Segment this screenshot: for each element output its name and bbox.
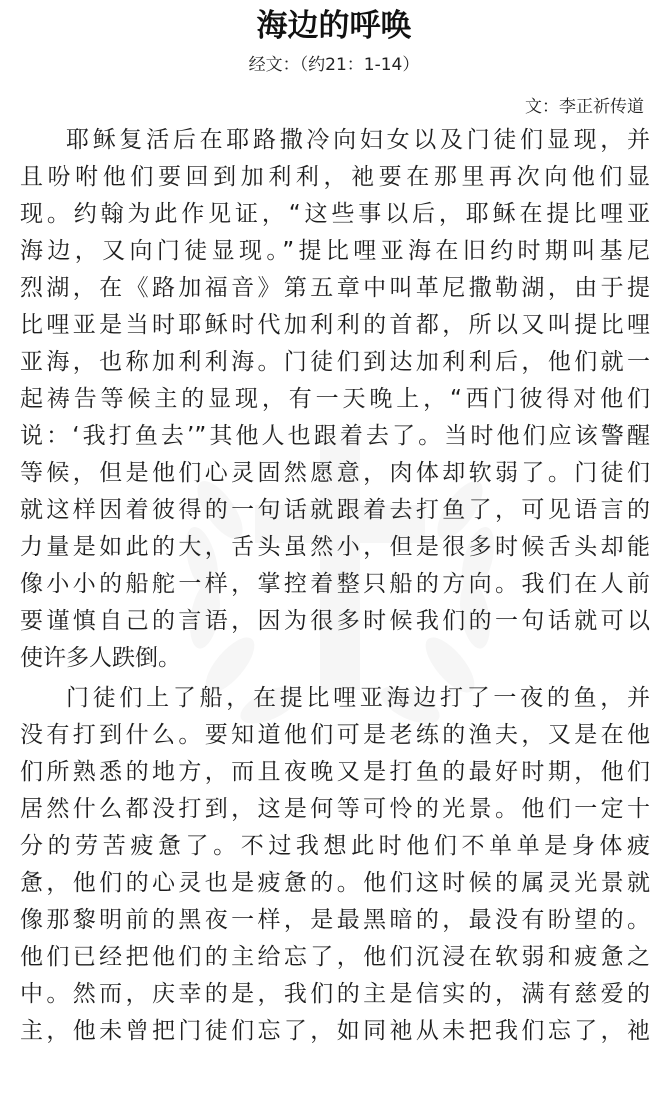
text-line: 惫，他们的心灵也是疲惫的。他们这时候的属灵光景就 [20, 870, 650, 896]
paragraph [20, 680, 650, 1050]
text-line: 等候，但是他们心灵固然愿意，肉体却软弱了。门徒们 [20, 460, 650, 486]
text-line: 分的劳苦疲惫了。不过我想此时他们不单单是身体疲 [20, 833, 650, 859]
text-line: 且吩咐他们要回到加利利，祂要在那里再次向他们显 [20, 164, 650, 190]
text-line: 亚海，也称加利利海。门徒们到达加利利后，他们就一 [20, 349, 650, 375]
text-line: 耶稣复活后在耶路撒冷向妇女以及门徒们显现，并 [66, 127, 650, 153]
scripture-reference: 经文：（约21：1-14） [248, 55, 420, 75]
text-line: 像小小的船舵一样，掌控着整只船的方向。我们在人前 [20, 571, 650, 597]
article-title: 海边的呼唤 [256, 8, 412, 44]
text-line: 主，他未曾把门徒们忘了，如同祂从未把我们忘了，祂 [20, 1018, 650, 1044]
text-line: 就这样因着彼得的一句话就跟着去打鱼了，可见语言的 [20, 497, 650, 523]
article-body [20, 122, 650, 1050]
text-line: 比哩亚是当时耶稣时代加利利的首都，所以又叫提比哩 [20, 312, 650, 338]
text-line: 门徒们上了船，在提比哩亚海边打了一夜的鱼，并 [66, 685, 650, 711]
author-byline: 文：李正祈传道 [525, 97, 644, 117]
text-line: 中。然而，庆幸的是，我们的主是信实的，满有慈爱的 [20, 981, 650, 1007]
text-line: 力量是如此的大，舌头虽然小，但是很多时候舌头却能 [20, 534, 650, 560]
text-line: 现。约翰为此作见证，“这些事以后，耶稣在提比哩亚 [20, 201, 650, 227]
text-line: 海边，又向门徒显现。”提比哩亚海在旧约时期叫基尼 [20, 238, 650, 264]
paragraph [20, 122, 650, 677]
text-line: 要谨慎自己的言语，因为很多时候我们的一句话就可以 [20, 608, 650, 634]
text-line: 说：‘我打鱼去’”其他人也跟着去了。当时他们应该警醒 [20, 423, 650, 449]
text-line: 没有打到什么。要知道他们可是老练的渔夫，又是在他 [20, 722, 650, 748]
text-line: 烈湖，在《路加福音》第五章中叫革尼撒勒湖，由于提 [20, 275, 650, 301]
text-line: 们所熟悉的地方，而且夜晚又是打鱼的最好时期，他们 [20, 759, 650, 785]
text-line: 起祷告等候主的显现，有一天晚上，“西门彼得对他们 [20, 386, 650, 412]
text-line: 他们已经把他们的主给忘了，他们沉浸在软弱和疲惫之 [20, 944, 650, 970]
text-line: 使许多人跌倒。 [20, 645, 181, 671]
text-line: 像那黎明前的黑夜一样，是最黑暗的，最没有盼望的。 [20, 907, 650, 933]
text-line: 居然什么都没打到，这是何等可怜的光景。他们一定十 [20, 796, 650, 822]
